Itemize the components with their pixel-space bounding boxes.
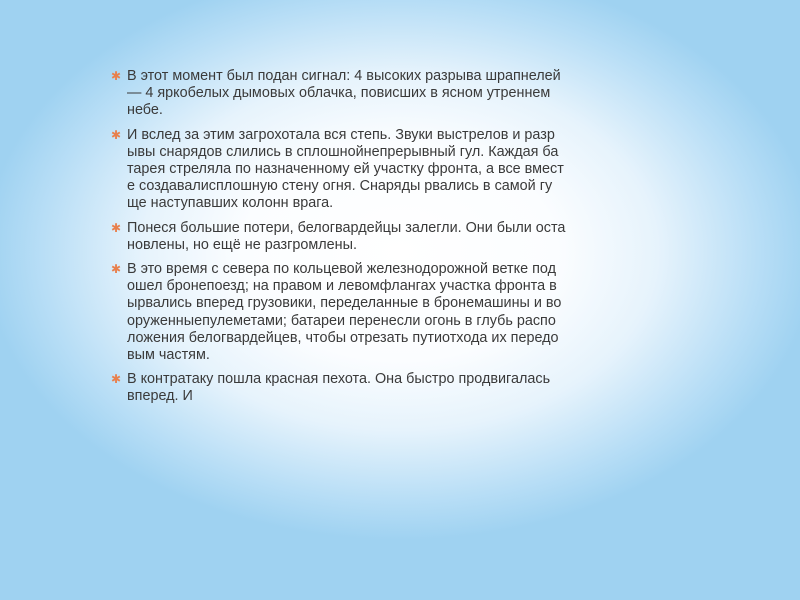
text-line: оруженныепулеметами; батареи перенесли огонь в глубь распо [127,312,556,329]
paragraph-text [127,127,656,213]
asterisk-bullet-icon: ✱ [111,262,122,277]
text-line: ывы снарядов слились в сплошнойнепрерывный гул. Каждая ба [127,143,559,160]
bullet-paragraph-5 [108,371,656,405]
text-line: — 4 яркобелых дымовых облачка, повисших в ясном утреннем [127,85,551,102]
paragraph-text [127,371,656,405]
paragraph-text [127,261,656,364]
text-line: ырвались вперед грузовики, переделанные в бронемашины и во [127,295,562,312]
bullet-list [108,68,656,406]
text-line: е создавалисплошную стену огня. Снаряды рвались в самой гу [127,178,553,195]
text-line: вперед. И [127,388,193,405]
bullet-paragraph-3 [108,220,656,254]
text-line: В контратаку пошла красная пехота. Она быстро продвигалась [127,371,551,388]
asterisk-bullet-icon: ✱ [111,372,122,387]
text-line: новлены, но ещё не разгромлены. [127,236,357,253]
bullet-paragraph-4 [108,261,656,364]
text-line: вым частям. [127,347,210,364]
text-line: И вслед за этим загрохотала вся степь. Звуки выстрелов и разр [127,126,555,143]
paragraph-text [127,220,656,254]
bullet-paragraph-2 [108,127,656,213]
asterisk-bullet-icon: ✱ [111,69,122,83]
paragraph-text [127,68,656,120]
text-line: ошел бронепоезд; на правом и левомфлангах участка фронта в [127,278,557,295]
text-line: ложения белогвардейцев, чтобы отрезать путиотхода их передо [127,329,559,346]
asterisk-bullet-icon: ✱ [111,220,122,235]
bullet-paragraph-1 [108,68,656,120]
text-line: Понеся большие потери, белогвардейцы залегли. Они были оста [127,219,566,236]
text-line: В это время с севера по кольцевой железнодорожной ветке под [127,261,556,278]
slide-content [108,68,656,413]
text-line: ще наступавших колонн врага. [127,195,334,212]
text-line: тарея стреляла по назначенному ей участку фронта, а все вмест [127,161,564,178]
asterisk-bullet-icon: ✱ [111,127,122,142]
text-line: небе. [127,102,163,119]
text-line: В этот момент был подан сигнал: 4 высоких разрыва шрапнелей [127,68,561,84]
